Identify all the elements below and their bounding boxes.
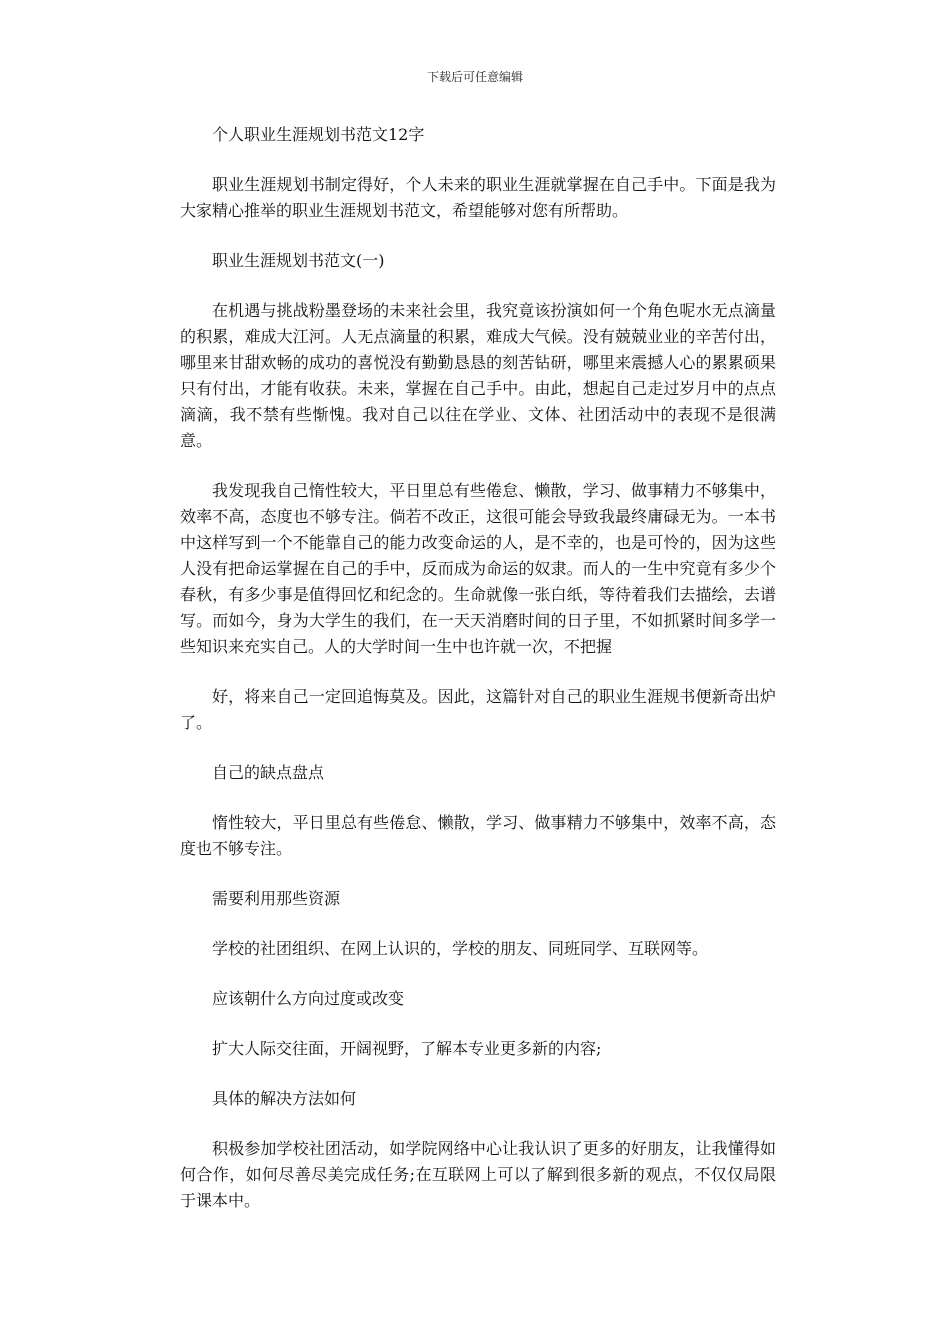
paragraph-opportunity: 在机遇与挑战粉墨登场的未来社会里，我究竟该扮演如何一个角色呢水无点滴量的积累，难成大江河。人无点滴量的积累，难成大气候。没有兢兢业业的辛苦付出，哪里来甘甜欢畅的成功的喜悦没有勤勤恳恳的刻苦钻研，哪里来震撼人心的累累硕果只有付出，才能有收获。未来，掌握在自己手中。由此，想起自己走过岁月中的点点滴滴，我不禁有些惭愧。我对自己以往在学业、文体、社团活动中的表现不是很满意。 — [180, 301, 776, 450]
document-body — [180, 122, 776, 1238]
section-heading-direction: 应该朝什么方向过度或改变 — [212, 989, 405, 1008]
paragraph-conclusion: 好，将来自己一定回追悔莫及。因此，这篇针对自己的职业生涯规书便新奇出炉了。 — [180, 687, 776, 732]
section-heading-sample-one: 职业生涯规划书范文(一) — [212, 251, 385, 270]
paragraph-intro: 职业生涯规划书制定得好，个人未来的职业生涯就掌握在自己手中。下面是我为大家精心推举的职业生涯规划书范文，希望能够对您有所帮助。 — [180, 175, 776, 220]
paragraph-resources: 学校的社团组织、在网上认识的，学校的朋友、同班同学、互联网等。 — [212, 939, 709, 958]
paragraph-weaknesses: 惰性较大，平日里总有些倦怠、懒散，学习、做事精力不够集中，效率不高，态度也不够专注。 — [180, 813, 776, 858]
section-heading-resources: 需要利用那些资源 — [212, 889, 341, 908]
section-heading-weaknesses: 自己的缺点盘点 — [212, 763, 325, 782]
section-heading-solutions: 具体的解决方法如何 — [212, 1089, 357, 1108]
paragraph-solutions: 积极参加学校社团活动，如学院网络中心让我认识了更多的好朋友，让我懂得如何合作，如何尽善尽美完成任务;在互联网上可以了解到很多新的观点，不仅仅局限于课本中。 — [180, 1139, 776, 1210]
document-title: 个人职业生涯规划书范文12字 — [212, 125, 425, 144]
paragraph-self-discovery: 我发现我自己惰性较大，平日里总有些倦怠、懒散，学习、做事精力不够集中，效率不高，态度也不够专注。倘若不改正，这很可能会导致我最终庸碌无为。一本书中这样写到一个不能靠自己的能力改变命运的人，是不幸的，也是可怜的，因为这些人没有把命运掌握在自己的手中，反而成为命运的奴隶。而人的一生中究竟有多少个春秋，有多少事是值得回忆和纪念的。生命就像一张白纸，等待着我们去描绘，去谱写。而如今，身为大学生的我们，在一天天消磨时间的日子里，不如抓紧时间多学一些知识来充实自己。人的大学时间一生中也许就一次，不把握 — [180, 481, 776, 656]
page-header-note: 下载后可任意编辑 — [426, 70, 523, 84]
paragraph-direction: 扩大人际交往面，开阔视野，了解本专业更多新的内容; — [212, 1039, 602, 1058]
